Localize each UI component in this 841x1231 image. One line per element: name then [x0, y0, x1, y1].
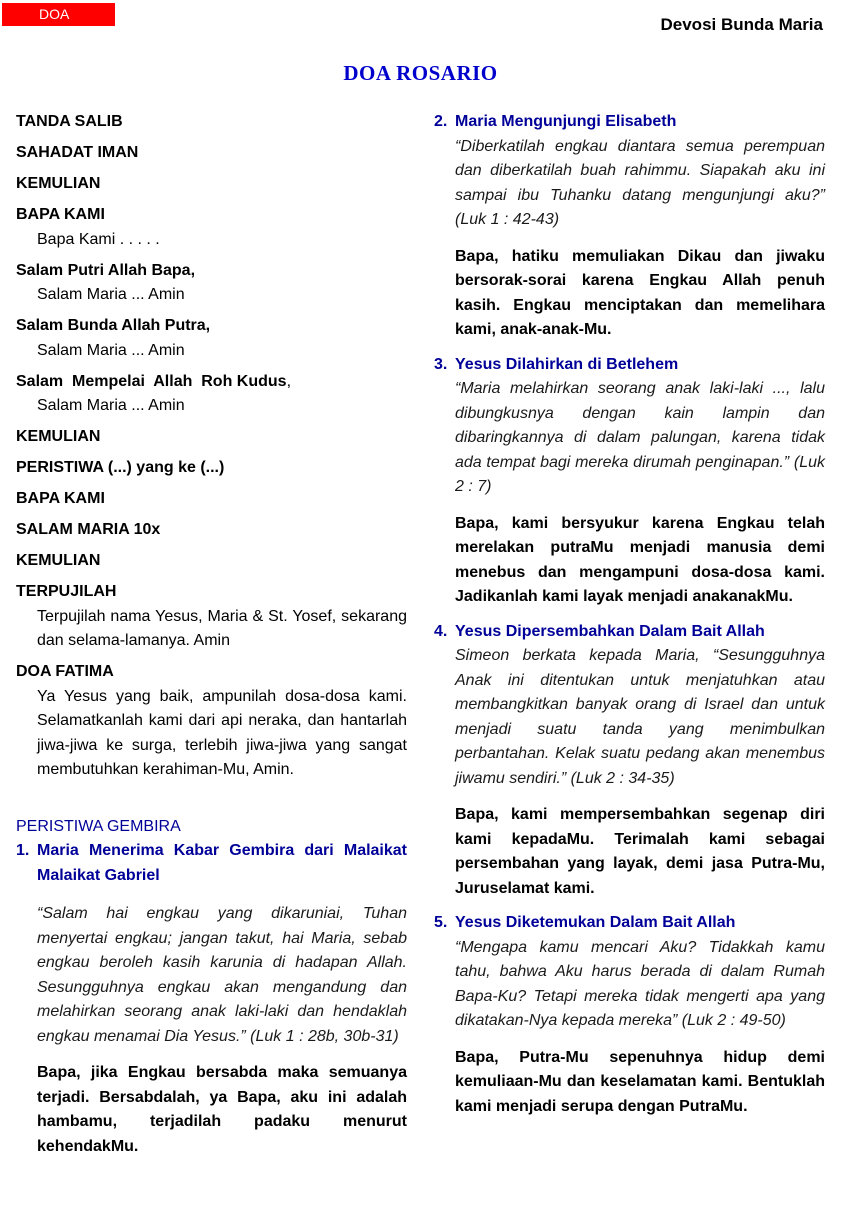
- mystery-1-title-text: Maria Menerima Kabar Gembira dari Malaikat Malaikat Gabriel: [37, 842, 407, 884]
- mystery-4-prayer: Bapa, kami mempersembahkan segenap diri kami kepadaMu. Terimalah kami sebagai persembahan yang layak, demi jasa Putra-Mu, Juruselamat kami.: [455, 806, 825, 897]
- mystery-2-quote: “Diberkatilah engkau diantara semua perempuan dan diberkatilah buah rahimmu. Siapakah aku ini sampai ibu Tuhanku datang mengunjungi aku?” (Luk 1 : 42-43): [455, 137, 825, 228]
- heading-kemulian: KEMULIAN: [16, 175, 101, 192]
- heading-bapa-kami: BAPA KAMI: [16, 206, 105, 223]
- salam-mempelai-heading: [16, 370, 407, 395]
- mystery-5-quote: “Mengapa kamu mencari Aku? Tidakkah kamu tahu, bahwa Aku harus berada di dalam Rumah Bapa-Ku? Tetapi mereka tidak mengerti apa yang dikatakan-Nya kepada mereka” (Luk 2 : 49-50): [455, 938, 825, 1029]
- left-column: [16, 110, 407, 1169]
- running-title: Devosi Bunda Maria: [660, 15, 823, 34]
- section-tag: DOA: [2, 3, 115, 26]
- salam-mempelai-text: Salam Maria ... Amin: [37, 397, 185, 414]
- heading-salam-maria: SALAM MARIA 10x: [16, 521, 161, 538]
- salam-putri-heading: Salam Putri Allah Bapa,: [16, 261, 196, 279]
- mystery-4-number: 4.: [434, 622, 448, 640]
- salam-mempelai-comma: ,: [286, 372, 292, 390]
- page-title: DOA ROSARIO: [343, 61, 498, 85]
- mystery-3-quote: “Maria melahirkan seorang anak laki-laki ..., lalu dibungkusnya dengan kain lampin dan dibaringkannya di dalam palungan, karena tidak ada tempat bagi mereka dirumah penginapan.” (Luk 2 : 7): [455, 380, 825, 495]
- mystery-3-number: 3.: [434, 355, 448, 373]
- heading-doa-fatima: DOA FATIMA: [16, 663, 114, 680]
- mystery-5-prayer: Bapa, Putra-Mu sepenuhnya hidup demi kemuliaan-Mu dan keselamatan kami. Bentuklah kami menjadi serupa dengan PutraMu.: [455, 1048, 825, 1115]
- heading-kemulian-2: KEMULIAN: [16, 428, 101, 445]
- mystery-5-title-text: Yesus Diketemukan Dalam Bait Allah: [455, 914, 736, 931]
- mystery-3-prayer: Bapa, kami bersyukur karena Engkau telah merelakan putraMu menjadi manusia demi menebus dan mengampuni dosa-dosa kami. Jadikanlah kami layak menjadi anakanakMu.: [455, 514, 825, 605]
- heading-terpujilah: TERPUJILAH: [16, 583, 117, 600]
- heading-sahadat: SAHADAT IMAN: [16, 144, 139, 161]
- mystery-2-prayer: Bapa, hatiku memuliakan Dikau dan jiwaku bersorak-sorai karena Engkau Allah penuh kasih. Engkau menciptakan dan memelihara kami, anak-anak-Mu.: [455, 247, 825, 338]
- mystery-1-title: [16, 839, 407, 888]
- heading-peristiwa-gembira: PERISTIWA GEMBIRA: [16, 817, 181, 835]
- mystery-2-title-text: Maria Mengunjungi Elisabeth: [455, 113, 677, 130]
- right-column: [434, 110, 825, 1129]
- mystery-1-number: 1.: [16, 842, 30, 859]
- heading-peristiwa: PERISTIWA (...) yang ke (...): [16, 459, 225, 476]
- terpujilah-text: Terpujilah nama Yesus, Maria & St. Yosef, sekarang dan selama-lamanya. Amin: [37, 607, 407, 649]
- bapa-kami-text: Bapa Kami . . . . .: [37, 230, 160, 248]
- salam-bunda-heading: Salam Bunda Allah Putra,: [16, 317, 211, 334]
- heading-kemulian-3: KEMULIAN: [16, 552, 101, 569]
- mystery-5-number: 5.: [434, 914, 448, 931]
- salam-mempelai-bold: Salam Mempelai Allah Roh Kudus: [16, 372, 287, 390]
- mystery-4-quote: Simeon berkata kepada Maria, “Sesungguhnya Anak ini ditentukan untuk menjatuhkan atau membangkitkan banyak orang di Israel dan untuk menjadi suatu tanda yang menimbulkan perbantahan. Kelak suatu pedang akan menembus jiwamu sendiri.” (Luk 2 : 34-35): [455, 647, 825, 787]
- mystery-2-title: [434, 110, 825, 135]
- doa-fatima-text: Ya Yesus yang baik, ampunilah dosa-dosa kami. Selamatkanlah kami dari api neraka, dan hantarlah jiwa-jiwa ke surga, terlebih jiwa-jiwa yang sangat membutuhkan kerahiman-Mu, Amin.: [37, 687, 407, 778]
- mystery-2-number: 2.: [434, 113, 448, 130]
- heading-tanda-salib: TANDA SALIB: [16, 113, 123, 130]
- mystery-3-title: [434, 353, 825, 378]
- mystery-3-title-text: Yesus Dilahirkan di Betlehem: [455, 355, 679, 373]
- salam-bunda-text: Salam Maria ... Amin: [37, 341, 185, 359]
- mystery-5-title: [434, 911, 825, 936]
- salam-putri-text: Salam Maria ... Amin: [37, 286, 185, 303]
- mystery-4-title: [434, 620, 825, 645]
- mystery-1-prayer: Bapa, jika Engkau bersabda maka semuanya terjadi. Bersabdalah, ya Bapa, aku ini adalah hambamu, terjadilah padaku menurut kehendakMu.: [37, 1064, 407, 1155]
- mystery-1-quote: “Salam hai engkau yang dikaruniai, Tuhan menyertai engkau; jangan takut, hai Maria, sebab engkau beroleh kasih karunia di hadapan Allah. Sesungguhnya engkau akan mengandung dan melahirkan seorang anak laki-laki dan hendaklah engkau menamai Dia Yesus.” (Luk 1 : 28b, 30b-31): [37, 905, 407, 1045]
- mystery-4-title-text: Yesus Dipersembahkan Dalam Bait Allah: [455, 622, 765, 640]
- heading-bapa-kami-2: BAPA KAMI: [16, 490, 105, 507]
